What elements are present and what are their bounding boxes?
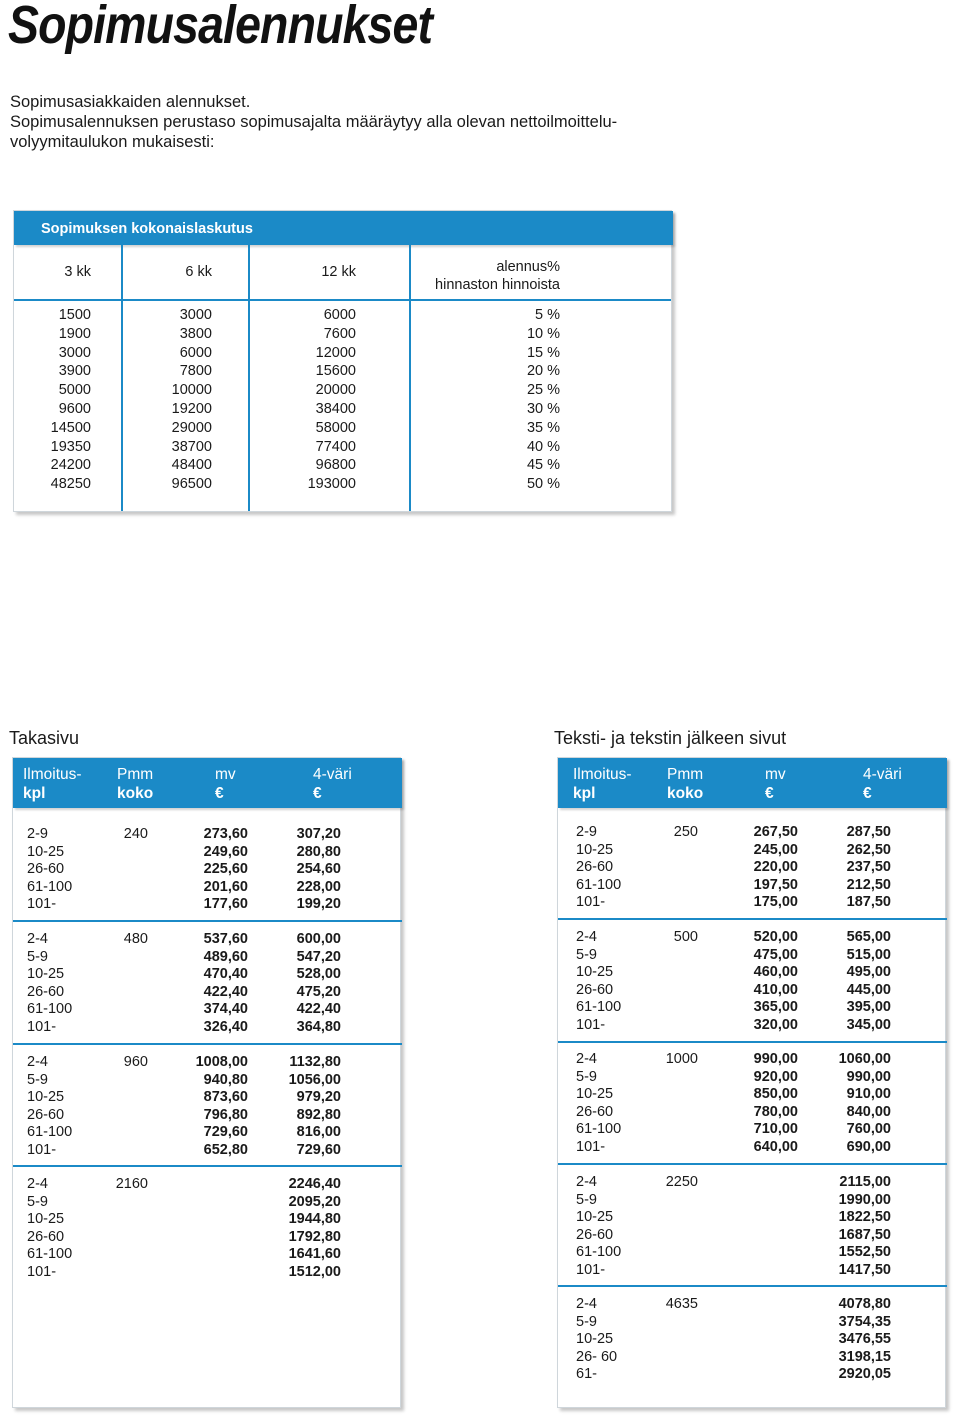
table-cell: 1512,00 (288, 1263, 341, 1280)
table-cell: 1008,00 (195, 1054, 248, 1070)
header-mv-euro: € (215, 785, 224, 802)
intro-line: Sopimusalennuksen perustaso sopimusajalta määräytyy alla olevan nettoilmoittelu- (10, 113, 618, 131)
table-cell: 26-60 (576, 1103, 614, 1120)
table-cell: 254,60 (296, 861, 341, 878)
header-4vari-euro: € (313, 785, 322, 802)
table-cell: 5-9 (27, 948, 48, 965)
column-divider (248, 245, 250, 511)
table-cell: 652,80 (203, 1141, 248, 1158)
table-cell: 10-25 (576, 1331, 614, 1348)
table-cell: 15600 (315, 363, 356, 380)
quantity-column (27, 826, 72, 914)
table-cell: 61-100 (576, 999, 622, 1016)
table-cell: 537,60 (203, 931, 248, 947)
table-cell: 2920,05 (838, 1366, 891, 1383)
back-page-price-table (12, 757, 401, 1408)
col-header-discount (435, 258, 560, 294)
table-cell: 320,00 (753, 1016, 798, 1033)
table-cell: 5000 (58, 382, 91, 399)
table-cell: 50 % (526, 476, 560, 493)
table-cell: 1792,80 (288, 1228, 341, 1245)
table-cell: 175,00 (753, 894, 798, 911)
table-cell: 4078,80 (838, 1296, 891, 1312)
table-cell: 460,00 (753, 964, 798, 981)
table-cell: 10-25 (576, 841, 614, 858)
table-cell: 910,00 (846, 1086, 891, 1103)
table-cell: 475,00 (753, 946, 798, 963)
color-price-column (839, 1296, 891, 1384)
col-header-3kk: 3 kk (64, 264, 91, 280)
table-cell: 796,80 (203, 1106, 248, 1123)
table-cell: 979,20 (296, 1089, 341, 1106)
table-cell: 6000 (323, 307, 356, 323)
table-cell: 1056,00 (288, 1071, 341, 1088)
color-price-column (839, 1051, 891, 1157)
size-cell: 480 (123, 931, 148, 947)
size-cell: 4635 (665, 1296, 698, 1312)
table-cell: 5-9 (27, 1071, 48, 1088)
table-cell: 26- 60 (576, 1348, 618, 1365)
table-cell: 101- (576, 1138, 606, 1155)
intro-line: Sopimusasiakkaiden alennukset. (10, 93, 251, 111)
table-cell: 422,40 (203, 983, 248, 1000)
table-cell: 475,20 (296, 983, 341, 1000)
table-cell: 2095,20 (288, 1193, 341, 1210)
intro-text (10, 92, 670, 152)
table-cell: 7800 (179, 363, 212, 380)
table-cell: 2115,00 (839, 1174, 891, 1190)
table-cell: 38700 (171, 438, 212, 455)
col-header-discount-line1: alennus% (496, 259, 560, 275)
table-cell: 1687,50 (838, 1226, 891, 1243)
table-cell: 940,80 (203, 1071, 248, 1088)
table-cell: 26-60 (27, 983, 65, 1000)
table-cell: 307,20 (296, 826, 341, 842)
header-pmm: Pmm (667, 766, 704, 783)
back-page-title: Takasivu (9, 728, 80, 748)
table-cell: 287,50 (846, 824, 891, 840)
table-cell: 395,00 (846, 999, 891, 1016)
contract-table-header: Sopimuksen kokonaislaskutus (14, 211, 673, 245)
header-ilmoitus: Ilmoitus- (23, 766, 82, 783)
table-cell: 2-4 (27, 1176, 48, 1192)
table-cell: 61-100 (27, 1001, 73, 1018)
table-cell: 326,40 (203, 1018, 248, 1035)
color-price-column (839, 1174, 891, 1280)
table-cell: 445,00 (846, 981, 891, 998)
table-cell: 3000 (179, 307, 212, 323)
table-cell: 262,50 (846, 841, 891, 858)
table-cell: 177,60 (203, 896, 248, 913)
table-cell: 197,50 (753, 876, 798, 893)
text-pages-price-table (557, 757, 946, 1408)
table-cell: 1417,50 (838, 1261, 891, 1278)
table-cell: 5-9 (576, 1191, 597, 1208)
table-cell: 61- (576, 1366, 597, 1383)
table-cell: 15 % (526, 344, 560, 361)
color-price-column (297, 826, 341, 914)
table-cell: 780,00 (753, 1103, 798, 1120)
size-cell: 500 (673, 929, 698, 945)
table-cell: 3000 (58, 344, 91, 361)
table-cell: 1641,60 (288, 1246, 341, 1263)
group-divider (13, 1043, 402, 1045)
table-cell: 422,40 (296, 1001, 341, 1018)
header-mv: mv (765, 766, 786, 783)
table-cell: 816,00 (296, 1124, 341, 1141)
table-cell: 193000 (307, 476, 356, 493)
price-table-header (558, 758, 947, 808)
header-4vari: 4-väri (863, 766, 902, 783)
table-cell: 2-9 (576, 824, 597, 840)
quantity-column (576, 824, 621, 912)
table-cell: 48400 (171, 457, 212, 474)
quantity-column (576, 929, 621, 1035)
table-cell: 10-25 (576, 1209, 614, 1226)
table-cell: 1500 (58, 307, 91, 323)
table-cell: 12000 (315, 344, 356, 361)
mv-price-column (754, 1051, 798, 1157)
table-cell: 640,00 (753, 1138, 798, 1155)
table-cell: 101- (576, 894, 606, 911)
table-cell: 1944,80 (288, 1211, 341, 1228)
table-cell: 61-100 (576, 1121, 622, 1138)
quantity-column (27, 1054, 72, 1160)
table-cell: 365,00 (753, 999, 798, 1016)
table-cell: 48250 (50, 476, 91, 493)
table-cell: 374,40 (203, 1001, 248, 1018)
table-cell: 2-4 (576, 929, 597, 945)
table-cell: 520,00 (753, 929, 798, 945)
header-koko: koko (667, 785, 704, 802)
quantity-column (576, 1174, 621, 1280)
column-discount (527, 306, 560, 494)
table-cell: 7600 (323, 325, 356, 342)
table-cell: 729,60 (203, 1124, 248, 1141)
table-cell: 364,80 (296, 1018, 341, 1035)
table-cell: 565,00 (846, 929, 891, 945)
table-cell: 45 % (526, 457, 560, 474)
table-cell: 26-60 (27, 1106, 65, 1123)
table-cell: 873,60 (203, 1089, 248, 1106)
table-cell: 96800 (315, 457, 356, 474)
mv-price-column (196, 1054, 248, 1160)
table-cell: 101- (576, 1261, 606, 1278)
mv-price-column (754, 929, 798, 1035)
size-cell: 1000 (665, 1051, 698, 1067)
table-cell: 199,20 (296, 896, 341, 913)
table-cell: 495,00 (846, 964, 891, 981)
table-cell: 61-100 (27, 878, 73, 895)
header-pmm: Pmm (117, 766, 154, 783)
text-pages-title: Teksti- ja tekstin jälkeen sivut (554, 728, 787, 748)
table-cell: 26-60 (27, 861, 65, 878)
table-cell: 1552,50 (838, 1244, 891, 1261)
table-cell: 920,00 (753, 1068, 798, 1085)
table-cell: 5-9 (576, 946, 597, 963)
table-cell: 3900 (58, 363, 91, 380)
quantity-column (27, 1176, 72, 1282)
table-cell: 14500 (50, 419, 91, 436)
table-cell: 101- (27, 1018, 57, 1035)
group-divider (558, 1285, 947, 1287)
table-cell: 24200 (50, 457, 91, 474)
color-price-column (289, 1176, 341, 1282)
table-cell: 2-4 (576, 1051, 597, 1067)
table-cell: 10-25 (27, 1211, 65, 1228)
table-cell: 1132,80 (289, 1054, 341, 1070)
header-koko: koko (117, 785, 154, 802)
table-cell: 19200 (171, 400, 212, 417)
table-cell: 2-4 (576, 1296, 597, 1312)
size-cell: 240 (123, 826, 148, 842)
table-cell: 990,00 (846, 1068, 891, 1085)
table-cell: 990,00 (753, 1051, 798, 1067)
color-price-column (847, 824, 891, 912)
table-cell: 600,00 (296, 931, 341, 947)
header-mv-euro: € (765, 785, 774, 802)
column-divider (121, 245, 123, 511)
table-cell: 10-25 (27, 843, 65, 860)
table-cell: 61-100 (576, 1244, 622, 1261)
table-cell: 212,50 (846, 876, 891, 893)
table-cell: 61-100 (27, 1246, 73, 1263)
table-cell: 10000 (171, 382, 212, 399)
header-kpl: kpl (573, 785, 596, 802)
table-cell: 5-9 (27, 1193, 48, 1210)
table-cell: 35 % (526, 419, 560, 436)
table-cell: 2-4 (576, 1174, 597, 1190)
table-cell: 249,60 (203, 843, 248, 860)
table-cell: 840,00 (846, 1103, 891, 1120)
table-cell: 101- (27, 1141, 57, 1158)
color-price-column (847, 929, 891, 1035)
table-cell: 10-25 (27, 966, 65, 983)
mv-price-column (754, 824, 798, 912)
group-divider (558, 1041, 947, 1043)
table-cell: 26-60 (27, 1228, 65, 1245)
group-divider (13, 920, 402, 922)
color-price-column (289, 1054, 341, 1160)
table-cell: 2246,40 (288, 1176, 341, 1192)
table-cell: 3198,15 (838, 1348, 891, 1365)
table-cell: 892,80 (296, 1106, 341, 1123)
quantity-column (576, 1296, 617, 1384)
table-cell: 273,60 (203, 826, 248, 842)
col-header-12kk: 12 kk (321, 264, 356, 280)
table-cell: 2-9 (27, 826, 48, 842)
table-cell: 101- (27, 1263, 57, 1280)
page-title: Sopimusalennukset (8, 0, 433, 55)
table-cell: 1060,00 (838, 1051, 891, 1067)
header-4vari-euro: € (863, 785, 872, 802)
table-cell: 5-9 (576, 1068, 597, 1085)
table-cell: 245,00 (753, 841, 798, 858)
table-cell: 729,60 (296, 1141, 341, 1158)
table-cell: 515,00 (846, 946, 891, 963)
column-3kk (51, 306, 91, 494)
table-cell: 225,60 (203, 861, 248, 878)
header-mv: mv (215, 766, 236, 783)
mv-price-column (204, 931, 248, 1037)
table-cell: 489,60 (203, 948, 248, 965)
table-cell: 5 % (535, 307, 560, 323)
col-header-discount-line2: hinnaston hinnoista (435, 277, 560, 293)
table-cell: 9600 (58, 400, 91, 417)
group-divider (558, 1163, 947, 1165)
table-cell: 3800 (179, 325, 212, 342)
table-cell: 10 % (526, 325, 560, 342)
table-cell: 710,00 (753, 1121, 798, 1138)
table-cell: 61-100 (576, 876, 622, 893)
table-cell: 30 % (526, 400, 560, 417)
table-cell: 528,00 (296, 966, 341, 983)
table-cell: 220,00 (753, 859, 798, 876)
table-cell: 20 % (526, 363, 560, 380)
header-divider (14, 299, 671, 301)
table-cell: 201,60 (203, 878, 248, 895)
group-divider (558, 918, 947, 920)
table-cell: 26-60 (576, 981, 614, 998)
table-cell: 2-4 (27, 1054, 48, 1070)
table-cell: 5-9 (576, 1313, 597, 1330)
table-cell: 29000 (171, 419, 212, 436)
table-cell: 77400 (315, 438, 356, 455)
table-cell: 101- (576, 1016, 606, 1033)
table-cell: 267,50 (753, 824, 798, 840)
table-cell: 25 % (526, 382, 560, 399)
column-12kk (308, 306, 356, 494)
table-cell: 1822,50 (838, 1209, 891, 1226)
table-cell: 40 % (526, 438, 560, 455)
header-4vari: 4-väri (313, 766, 352, 783)
table-cell: 280,80 (296, 843, 341, 860)
table-cell: 410,00 (753, 981, 798, 998)
table-cell: 228,00 (296, 878, 341, 895)
col-header-6kk: 6 kk (185, 264, 212, 280)
table-cell: 1990,00 (838, 1191, 891, 1208)
table-cell: 96500 (171, 476, 212, 493)
table-cell: 10-25 (576, 1086, 614, 1103)
table-cell: 26-60 (576, 1226, 614, 1243)
quantity-column (576, 1051, 621, 1157)
table-cell: 2-4 (27, 931, 48, 947)
table-cell: 237,50 (846, 859, 891, 876)
table-cell: 3754,35 (838, 1313, 891, 1330)
contract-discount-table (13, 210, 672, 512)
column-divider (409, 245, 411, 511)
table-cell: 20000 (315, 382, 356, 399)
header-ilmoitus: Ilmoitus- (573, 766, 632, 783)
table-cell: 690,00 (846, 1138, 891, 1155)
size-cell: 250 (673, 824, 698, 840)
intro-line: volyymitaulukon mukaisesti: (10, 133, 215, 151)
table-cell: 760,00 (846, 1121, 891, 1138)
table-cell: 10-25 (27, 1089, 65, 1106)
column-6kk (172, 306, 212, 494)
table-cell: 26-60 (576, 859, 614, 876)
table-cell: 6000 (179, 344, 212, 361)
table-cell: 187,50 (846, 894, 891, 911)
quantity-column (27, 931, 72, 1037)
header-kpl: kpl (23, 785, 46, 802)
table-cell: 38400 (315, 400, 356, 417)
table-cell: 470,40 (203, 966, 248, 983)
table-cell: 10-25 (576, 964, 614, 981)
table-cell: 58000 (315, 419, 356, 436)
color-price-column (297, 931, 341, 1037)
table-cell: 101- (27, 896, 57, 913)
size-cell: 2250 (665, 1174, 698, 1190)
mv-price-column (204, 826, 248, 914)
table-cell: 547,20 (296, 948, 341, 965)
table-cell: 1900 (58, 325, 91, 342)
table-cell: 19350 (50, 438, 91, 455)
size-cell: 960 (123, 1054, 148, 1070)
table-cell: 345,00 (846, 1016, 891, 1033)
group-divider (13, 1165, 402, 1167)
price-table-header (13, 758, 402, 808)
table-cell: 61-100 (27, 1124, 73, 1141)
table-cell: 850,00 (753, 1086, 798, 1103)
size-cell: 2160 (115, 1176, 148, 1192)
table-cell: 3476,55 (838, 1331, 891, 1348)
